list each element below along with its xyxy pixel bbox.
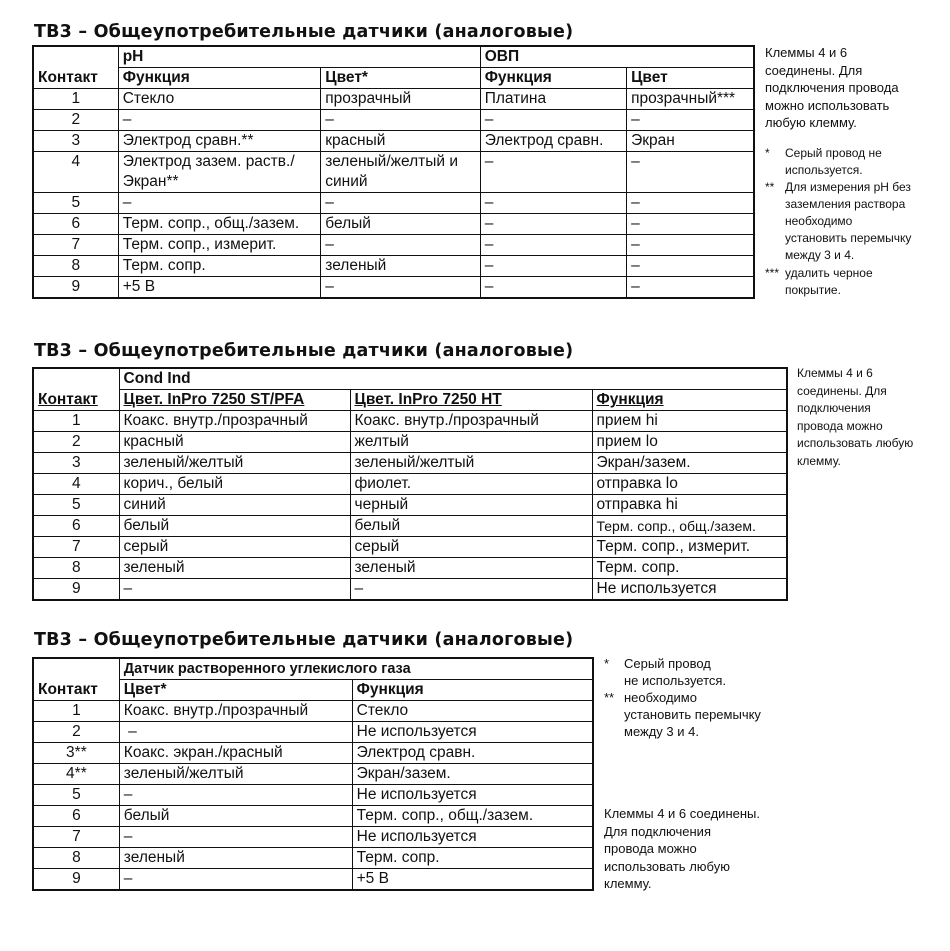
ht-color-header: Цвет. InPro 7250 HT: [350, 390, 592, 411]
contact-cell: 4: [33, 474, 119, 495]
contact-cell: 9: [72, 870, 81, 887]
table-row: [33, 89, 754, 110]
function-header: Функция: [352, 680, 593, 701]
ph-function-cell: Электрод зазем. раств./Экран**: [118, 152, 321, 193]
ph-group-header: pH: [118, 46, 480, 68]
st-color-cell: –: [119, 579, 350, 601]
contact-cell: 1: [33, 701, 119, 722]
table-row: [33, 193, 754, 214]
ph-function-cell: Стекло: [118, 89, 321, 110]
color-cell: –: [119, 869, 352, 891]
ph-color-cell: –: [321, 110, 480, 131]
table-row: [33, 785, 593, 806]
table-row: [33, 701, 593, 722]
ph-color-cell: –: [321, 193, 480, 214]
contact-cell: 2: [33, 432, 119, 453]
ht-color-cell: серый: [350, 537, 592, 558]
contact-cell: 9: [71, 278, 81, 295]
section1-footnote-2: ** Для измерения pH без заземления раствора необходимо установить перемычку между 3 и 4.: [765, 180, 912, 262]
st-color-cell: зеленый/желтый: [119, 453, 350, 474]
function-cell: отправка hi: [592, 495, 787, 516]
section3-footnote-2: ** необходимо установить перемычку между 3 и 4.: [604, 690, 761, 739]
contact-cell: 3: [33, 131, 118, 152]
table-row: [33, 256, 754, 277]
ph-function-cell: –: [118, 110, 321, 131]
ph-function-cell: +5 В: [118, 277, 321, 299]
table-row: [33, 235, 754, 256]
contact-header: Контакт: [33, 68, 118, 89]
ht-color-cell: Коакс. внутр./прозрачный: [350, 411, 592, 432]
table-row: [33, 869, 593, 891]
ht-color-cell: желтый: [350, 432, 592, 453]
ht-color-cell: белый: [350, 516, 592, 537]
color-cell: зеленый/желтый: [119, 764, 352, 785]
table-row: [33, 277, 754, 299]
function-cell: Терм. сопр.: [352, 848, 593, 869]
ph-function-cell: Терм. сопр., измерит.: [118, 235, 321, 256]
section1-footnote-3: *** удалить черное покрытие.: [765, 266, 873, 297]
color-cell: –: [119, 827, 352, 848]
color-cell: –: [119, 785, 352, 806]
contact-cell: 7: [33, 537, 119, 558]
ovp-function-cell: –: [480, 277, 626, 299]
st-color-cell: Коакс. внутр./прозрачный: [119, 411, 350, 432]
contact-cell: 9: [71, 580, 81, 597]
ovp-function-cell: Платина: [480, 89, 626, 110]
contact-cell: 5: [33, 193, 118, 214]
ovp-function-cell: –: [480, 193, 626, 214]
ph-function-header: Функция: [118, 68, 321, 89]
color-cell: зеленый: [119, 848, 352, 869]
function-cell: Терм. сопр., общ./зазем.: [592, 516, 787, 537]
function-cell: Стекло: [352, 701, 593, 722]
table-row: [33, 579, 787, 601]
table-row: [33, 411, 787, 432]
table-row: [33, 848, 593, 869]
ht-color-cell: –: [350, 579, 592, 601]
co2-group-header: Датчик растворенного углекислого газа: [119, 658, 593, 680]
st-color-header: Цвет. InPro 7250 ST/PFA: [119, 390, 350, 411]
ph-function-cell: Терм. сопр., общ./зазем.: [118, 214, 321, 235]
ph-function-cell: Терм. сопр.: [118, 256, 321, 277]
function-cell: +5 В: [352, 869, 593, 891]
table-row: [33, 432, 787, 453]
table-row: [33, 537, 787, 558]
ovp-function-cell: –: [480, 152, 626, 193]
st-color-cell: серый: [119, 537, 350, 558]
contact-cell: 8: [33, 256, 118, 277]
function-cell: Не используется: [352, 785, 593, 806]
function-cell: Экран/зазем.: [352, 764, 593, 785]
table-row: [33, 131, 754, 152]
ovp-function-cell: –: [480, 256, 626, 277]
contact-cell: 1: [33, 411, 119, 432]
co2-sensor-table: [32, 657, 594, 891]
function-cell: Терм. сопр.: [592, 558, 787, 579]
ovp-group-header: ОВП: [480, 46, 754, 68]
contact-cell: 8: [33, 848, 119, 869]
section1-note: Клеммы 4 и 6 соединены. Для подключения провода можно использовать любую клемму.: [765, 45, 899, 130]
contact-cell: 2: [33, 722, 119, 743]
contact-header: Контакт: [33, 390, 119, 411]
contact-cell: 1: [33, 89, 118, 110]
ovp-function-cell: –: [480, 214, 626, 235]
table-row: [33, 516, 787, 537]
table-row: [33, 110, 754, 131]
ph-color-cell: прозрачный: [321, 89, 480, 110]
ovp-function-cell: –: [480, 235, 626, 256]
table-row: [33, 806, 593, 827]
section1-title: ТВ3 – Общеупотребительные датчики (аналоговые): [34, 22, 574, 42]
ph-color-header: Цвет*: [321, 68, 480, 89]
ph-color-cell: красный: [321, 131, 480, 152]
ovp-color-cell: –: [627, 152, 754, 193]
function-cell: Экран/зазем.: [592, 453, 787, 474]
contact-cell: 5: [33, 495, 119, 516]
table-row: [33, 495, 787, 516]
ovp-color-cell: –: [627, 277, 754, 299]
ovp-color-cell: –: [627, 235, 754, 256]
contact-cell: 3**: [33, 743, 119, 764]
color-header: Цвет*: [119, 680, 352, 701]
ovp-color-cell: прозрачный***: [627, 89, 754, 110]
table-row: [33, 558, 787, 579]
contact-cell: 6: [33, 214, 118, 235]
color-cell: Коакс. экран./красный: [119, 743, 352, 764]
section3-note: Клеммы 4 и 6 соединены. Для подключения провода можно использовать любую клемму.: [604, 806, 760, 891]
st-color-cell: белый: [119, 516, 350, 537]
function-cell: Не используется: [352, 722, 593, 743]
function-cell: Электрод сравн.: [352, 743, 593, 764]
table-row: [33, 214, 754, 235]
ovp-color-cell: –: [627, 193, 754, 214]
ht-color-cell: зеленый/желтый: [350, 453, 592, 474]
st-color-cell: синий: [119, 495, 350, 516]
table-row: [33, 764, 593, 785]
ovp-function-cell: Электрод сравн.: [480, 131, 626, 152]
ph-color-cell: зеленый: [321, 256, 480, 277]
contact-cell: 7: [33, 827, 119, 848]
ph-color-cell: –: [321, 235, 480, 256]
function-cell: прием lo: [592, 432, 787, 453]
cond-ind-table: [32, 367, 788, 601]
function-cell: отправка lo: [592, 474, 787, 495]
contact-cell: 2: [33, 110, 118, 131]
contact-cell: 8: [33, 558, 119, 579]
color-cell: –: [119, 722, 352, 743]
ph-color-cell: –: [321, 277, 480, 299]
color-cell: белый: [119, 806, 352, 827]
contact-cell: 7: [33, 235, 118, 256]
ovp-color-header: Цвет: [627, 68, 754, 89]
ovp-function-header: Функция: [480, 68, 626, 89]
table-row: [33, 453, 787, 474]
table-row: [33, 152, 754, 193]
table-row: [33, 474, 787, 495]
section2-title: ТВ3 – Общеупотребительные датчики (аналоговые): [34, 341, 574, 361]
table-row: [33, 827, 593, 848]
ph-function-cell: Электрод сравн.**: [118, 131, 321, 152]
contact-cell: 4: [33, 152, 118, 193]
st-color-cell: корич., белый: [119, 474, 350, 495]
cond-ind-group-header: Cond Ind: [119, 368, 787, 390]
ht-color-cell: фиолет.: [350, 474, 592, 495]
ph-function-cell: –: [118, 193, 321, 214]
ovp-color-cell: –: [627, 214, 754, 235]
section2-note: Клеммы 4 и 6 соединены. Для подключения провода можно использовать любую клемму.: [797, 366, 914, 468]
function-cell: Терм. сопр., общ./зазем.: [352, 806, 593, 827]
color-cell: Коакс. внутр./прозрачный: [119, 701, 352, 722]
contact-cell: 6: [33, 516, 119, 537]
function-cell: Не используется: [592, 579, 787, 601]
ph-color-cell: зеленый/желтый и синий: [321, 152, 480, 193]
ph-color-cell: белый: [321, 214, 480, 235]
ht-color-cell: черный: [350, 495, 592, 516]
contact-cell: 5: [33, 785, 119, 806]
function-cell: прием hi: [592, 411, 787, 432]
contact-cell: 6: [33, 806, 119, 827]
ovp-color-cell: Экран: [627, 131, 754, 152]
function-header: Функция: [592, 390, 787, 411]
table-row: [33, 722, 593, 743]
section3-footnote-1: * Серый провод не используется.: [604, 656, 727, 688]
ht-color-cell: зеленый: [350, 558, 592, 579]
ovp-color-cell: –: [627, 256, 754, 277]
function-cell: Не используется: [352, 827, 593, 848]
st-color-cell: зеленый: [119, 558, 350, 579]
contact-cell: 4**: [33, 764, 119, 785]
table-row: [33, 743, 593, 764]
contact-header: Контакт: [33, 680, 119, 701]
function-cell: Терм. сопр., измерит.: [592, 537, 787, 558]
section3-title: ТВ3 – Общеупотребительные датчики (аналоговые): [34, 630, 574, 650]
st-color-cell: красный: [119, 432, 350, 453]
ph-ovp-table: [32, 45, 755, 299]
contact-cell: 3: [33, 453, 119, 474]
ovp-color-cell: –: [627, 110, 754, 131]
ovp-function-cell: –: [480, 110, 626, 131]
section1-footnote-1: * Серый провод не используется.: [765, 146, 882, 177]
